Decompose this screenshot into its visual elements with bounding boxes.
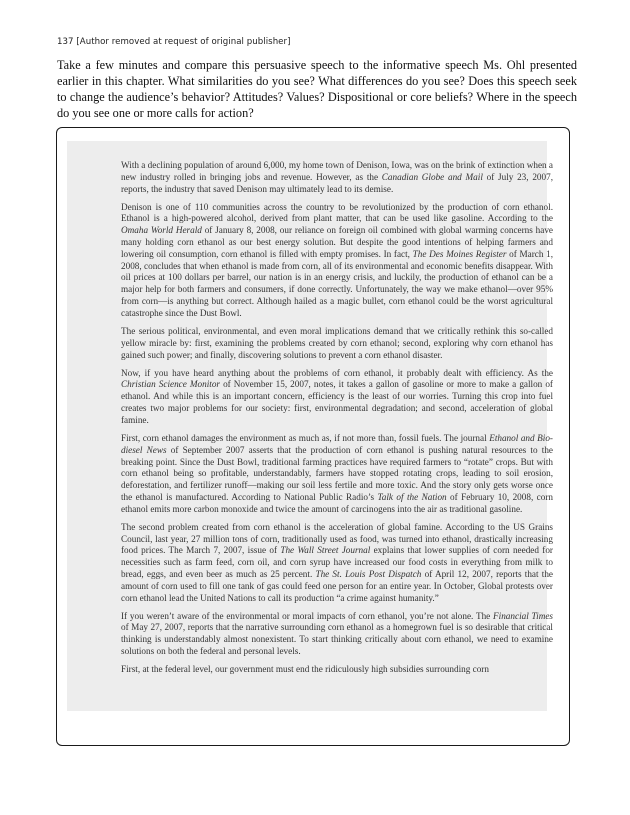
source-title: Financial Times bbox=[493, 610, 553, 621]
speech-paragraph-7: If you weren’t aware of the environmental or moral impacts of corn ethanol, you’re not alone. The Financial Times of May 27, 2007, reports that the narrative surrounding corn ethanol as a homegrown fuel is so desirable that critical thinking is understandably almost nonexistent. To start thinking critically about corn ethanol, we need to examine solutions on both the federal and personal levels. bbox=[121, 610, 553, 657]
speech-paragraph-6: The second problem created from corn ethanol is the acceleration of global famine. According to the US Grains Council, last year, 27 million tons of corn, traditionally used as food, was turned into ethanol, drastically increasing food prices. The March 7, 2007, issue of The Wall Street Journal explains that lower supplies of corn needed for necessities such as farm feed, corn oil, and corn syrup have increased our food costs in everything from milk to bread, eggs, and even beer as much as 25 percent. The St. Louis Post Dispatch of April 12, 2007, reports that the amount of corn used to fill one tank of gas could feed one person for an entire year. In October, Global protests over corn ethanol lead the United Nations to call its production “a crime against humanity.” bbox=[121, 521, 553, 603]
source-title: The St. Louis Post Dispatch bbox=[315, 568, 422, 579]
speech-paragraph-2: Denison is one of 110 communities across the country to be revolutionized by the production of corn ethanol. Ethanol is a high-powered alcohol, derived from plant matter, that can be used like gasoline. According to the Omaha World Herald of January 8, 2008, our reliance on foreign oil combined with global warming concerns have many holding corn ethanol as our best energy solution. But despite the good intentions of helping farmers and lowering oil consumption, corn ethanol is filled with empty promises. In fact, The Des Moines Register of March 1, 2008, concludes that when ethanol is made from corn, all of its environmental and economic benefits disappear. With oil prices at 100 dollars per barrel, our nation is in an energy crisis, and luckily, the production of ethanol can be a major help for both farmers and consumers, if done correctly. Unfortunately, the way we make ethanol—over 95% from corn—is anything but correct. Although hailed as a magic bullet, corn ethanol could be the worst agricultural catastrophe since the Dust Bowl. bbox=[121, 201, 553, 318]
source-title: The Wall Street Journal bbox=[280, 545, 371, 556]
source-title: Christian Science Monitor bbox=[121, 379, 221, 390]
page-number: 137 bbox=[57, 37, 74, 47]
source-title: The Des Moines Register bbox=[412, 248, 507, 259]
author-note: [Author removed at request of original publisher] bbox=[76, 37, 291, 47]
speech-paragraph-8: First, at the federal level, our government must end the ridiculously high subsidies surrounding corn bbox=[121, 664, 489, 675]
source-title: Ethanol and Bio-diesel News bbox=[121, 432, 553, 455]
speech-body bbox=[121, 160, 553, 682]
source-title: Canadian Globe and Mail bbox=[381, 171, 483, 182]
speech-paragraph-3: The serious political, environmental, and even moral implications demand that we critically rethink this so-called yellow miracle by: first, examining the problems created by corn ethanol; second, exploring why corn ethanol has gained such power; and finally, discovering solutions to prevent a corn ethanol disaster. bbox=[121, 325, 553, 360]
source-title: Talk of the Nation bbox=[377, 491, 447, 502]
source-title: Omaha World Herald bbox=[121, 225, 202, 236]
page-header bbox=[57, 37, 291, 47]
speech-paragraph-1: With a declining population of around 6,000, my home town of Denison, Iowa, was on the brink of extinction when a new industry rolled in bringing jobs and revenue. However, as the Canadian Globe and Mail of July 23, 2007, reports, the industry that saved Denison may ultimately lead to its demise. bbox=[121, 160, 553, 194]
speech-paragraph-5: First, corn ethanol damages the environment as much as, if not more than, fossil fuels. The journal Ethanol and Bio-diesel News of September 2007 asserts that the production of corn ethanol is pushing natural resources to the breaking point. Since the Dust Bowl, traditional farming practices have required farmers to “rotate” crops. But with corn ethanol being so profitable, understandably, farmers have stopped rotating crops, leading to soil erosion, deforestation, and fertilizer runoff—making our soil less fertile and more toxic. And the story only gets worse once the ethanol is manufactured. According to National Public Radio’s Talk of the Nation of February 10, 2008, corn ethanol emits more carbon monoxide and twice the amount of carcinogens into the air as traditional gasoline. bbox=[121, 432, 553, 514]
intro-paragraph: Take a few minutes and compare this persuasive speech to the informative speech Ms. Ohl presented earlier in this chapter. What similarities do you see? What differences do you see? Does this speech seek to change the audience’s behavior? Attitudes? Values? Dispositional or core beliefs? Where in the speech do you see one or more calls for action? bbox=[57, 58, 577, 120]
speech-text-box bbox=[56, 127, 570, 746]
speech-paragraph-4: Now, if you have heard anything about the problems of corn ethanol, it probably dealt with efficiency. As the Christian Science Monitor of November 15, 2007, notes, it takes a gallon of gasoline or more to make a gallon of ethanol. And while this is an important concern, efficiency is the least of our worries. Turning this crop into fuel creates two major problems for our society: first, environmental degradation; and second, acceleration of global famine. bbox=[121, 367, 553, 425]
